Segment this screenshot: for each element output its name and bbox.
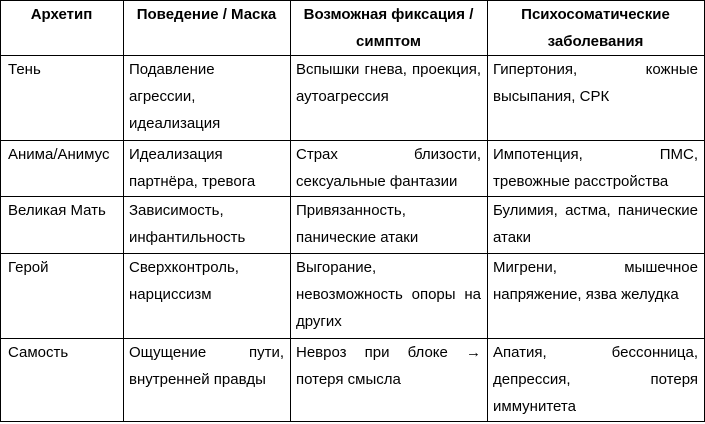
header-row	[1, 1, 705, 56]
cell-behavior: Подавление агрессии, идеализация	[124, 56, 291, 141]
header-behavior: Поведение / Маска	[124, 1, 291, 56]
cell-archetype: Великая Мать	[1, 197, 124, 254]
table-row	[1, 197, 705, 254]
cell-behavior: Идеализация партнёра, тревога	[124, 141, 291, 197]
cell-archetype: Анима/Анимус	[1, 141, 124, 197]
table-row	[1, 56, 705, 141]
cell-archetype: Тень	[1, 56, 124, 141]
cell-fixation: Привязанность, панические атаки	[291, 197, 488, 254]
cell-behavior: Сверхконтроль, нарциссизм	[124, 254, 291, 339]
header-diseases: Психосоматические заболевания	[488, 1, 705, 56]
cell-diseases: Булимия, астма, панические атаки	[488, 197, 705, 254]
cell-archetype: Герой	[1, 254, 124, 339]
table-row	[1, 141, 705, 197]
table-row	[1, 254, 705, 339]
cell-fixation: Выгорание, невозможность опоры на других	[291, 254, 488, 339]
cell-fixation: Невроз при блоке → потеря смысла	[291, 339, 488, 422]
cell-behavior: Зависимость, инфантильность	[124, 197, 291, 254]
cell-diseases: Гипертония, кожные высыпания, СРК	[488, 56, 705, 141]
cell-archetype: Самость	[1, 339, 124, 422]
table-row	[1, 339, 705, 422]
header-fixation: Возможная фиксация / симптом	[291, 1, 488, 56]
cell-diseases: Импотенция, ПМС, тревожные расстройства	[488, 141, 705, 197]
cell-fixation: Вспышки гнева, проекция, аутоагрессия	[291, 56, 488, 141]
cell-fixation: Страх близости, сексуальные фантазии	[291, 141, 488, 197]
cell-behavior: Ощущение пути, внутренней правды	[124, 339, 291, 422]
cell-diseases: Мигрени, мышечное напряжение, язва желудка	[488, 254, 705, 339]
cell-diseases: Апатия, бессонница, депрессия, потеря иммунитета	[488, 339, 705, 422]
header-archetype: Архетип	[1, 1, 124, 56]
